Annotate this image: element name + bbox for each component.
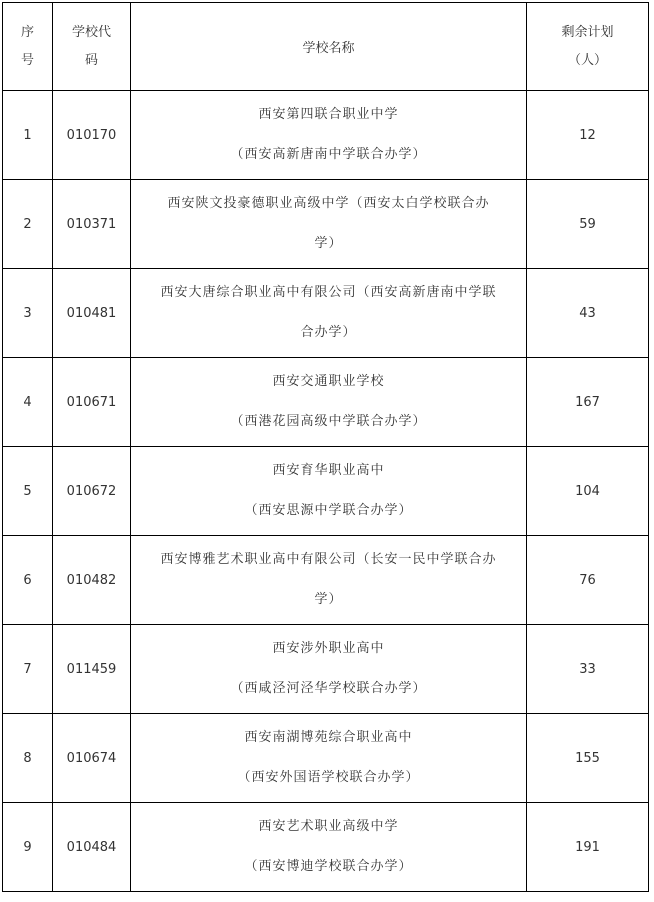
school-name-line1: 西安第四联合职业中学 bbox=[258, 107, 399, 122]
table-row bbox=[3, 714, 649, 803]
header-name-text: 学校名称 bbox=[302, 41, 355, 56]
header-code-line2: 码 bbox=[84, 52, 98, 68]
cell-plan: 43 bbox=[527, 269, 649, 358]
school-name-line1: 西安涉外职业高中 bbox=[272, 641, 385, 656]
cell-plan: 104 bbox=[527, 447, 649, 536]
table-row bbox=[3, 803, 649, 892]
cell-code: 010170 bbox=[53, 91, 131, 180]
school-name-line2: （西港花园高级中学联合办学） bbox=[230, 414, 427, 429]
school-name-line2: （西咸泾河泾华学校联合办学） bbox=[230, 681, 427, 696]
header-plan bbox=[527, 3, 649, 91]
cell-seq: 9 bbox=[3, 803, 53, 892]
school-name-line2: 学） bbox=[314, 236, 343, 251]
school-name-line1: 西安南湖博苑综合职业高中 bbox=[244, 730, 413, 745]
cell-school-name bbox=[131, 269, 527, 358]
cell-plan: 191 bbox=[527, 803, 649, 892]
cell-seq: 7 bbox=[3, 625, 53, 714]
cell-plan: 12 bbox=[527, 91, 649, 180]
cell-school-name bbox=[131, 447, 527, 536]
cell-code: 010371 bbox=[53, 180, 131, 269]
school-name-line2: 合办学） bbox=[300, 325, 357, 340]
school-name-line1: 西安博雅艺术职业高中有限公司（长安一民中学联合办 bbox=[160, 552, 497, 567]
cell-code: 010674 bbox=[53, 714, 131, 803]
cell-seq: 8 bbox=[3, 714, 53, 803]
header-code-line1: 学校代 bbox=[71, 24, 111, 40]
cell-code: 010672 bbox=[53, 447, 131, 536]
cell-plan: 76 bbox=[527, 536, 649, 625]
table-row bbox=[3, 358, 649, 447]
table-row bbox=[3, 269, 649, 358]
school-name-line1: 西安艺术职业高级中学 bbox=[258, 819, 399, 834]
school-name-line2: 学） bbox=[314, 592, 343, 607]
table-row bbox=[3, 625, 649, 714]
cell-school-name bbox=[131, 803, 527, 892]
cell-seq: 4 bbox=[3, 358, 53, 447]
cell-school-name bbox=[131, 714, 527, 803]
cell-school-name bbox=[131, 180, 527, 269]
header-plan-line1: 剩余计划 bbox=[561, 24, 614, 40]
cell-plan: 33 bbox=[527, 625, 649, 714]
cell-plan: 155 bbox=[527, 714, 649, 803]
cell-code: 010484 bbox=[53, 803, 131, 892]
table-row bbox=[3, 536, 649, 625]
school-name-line2: （西安博迪学校联合办学） bbox=[244, 859, 413, 874]
header-seq-line1: 序 bbox=[20, 24, 34, 40]
cell-school-name bbox=[131, 536, 527, 625]
cell-school-name bbox=[131, 358, 527, 447]
cell-plan: 167 bbox=[527, 358, 649, 447]
table-row bbox=[3, 447, 649, 536]
remaining-plan-table bbox=[2, 2, 649, 892]
cell-code: 010671 bbox=[53, 358, 131, 447]
header-name bbox=[131, 3, 527, 91]
cell-code: 010481 bbox=[53, 269, 131, 358]
school-name-line1: 西安陕文投豪德职业高级中学（西安太白学校联合办 bbox=[167, 196, 490, 211]
school-name-line1: 西安育华职业高中 bbox=[272, 463, 385, 478]
table-header-row bbox=[3, 3, 649, 91]
header-plan-line2: （人） bbox=[567, 52, 607, 68]
school-name-line2: （西安高新唐南中学联合办学） bbox=[230, 147, 427, 162]
header-code bbox=[53, 3, 131, 91]
cell-seq: 3 bbox=[3, 269, 53, 358]
header-seq-line2: 号 bbox=[20, 52, 34, 68]
cell-seq: 5 bbox=[3, 447, 53, 536]
cell-seq: 2 bbox=[3, 180, 53, 269]
table-row bbox=[3, 91, 649, 180]
header-seq bbox=[3, 3, 53, 91]
cell-code: 010482 bbox=[53, 536, 131, 625]
cell-code: 011459 bbox=[53, 625, 131, 714]
cell-school-name bbox=[131, 91, 527, 180]
school-name-line1: 西安交通职业学校 bbox=[272, 374, 385, 389]
school-name-line2: （西安思源中学联合办学） bbox=[244, 503, 413, 518]
cell-seq: 6 bbox=[3, 536, 53, 625]
cell-seq: 1 bbox=[3, 91, 53, 180]
table-row bbox=[3, 180, 649, 269]
school-name-line2: （西安外国语学校联合办学） bbox=[237, 770, 420, 785]
school-name-line1: 西安大唐综合职业高中有限公司（西安高新唐南中学联 bbox=[160, 285, 497, 300]
cell-plan: 59 bbox=[527, 180, 649, 269]
cell-school-name bbox=[131, 625, 527, 714]
